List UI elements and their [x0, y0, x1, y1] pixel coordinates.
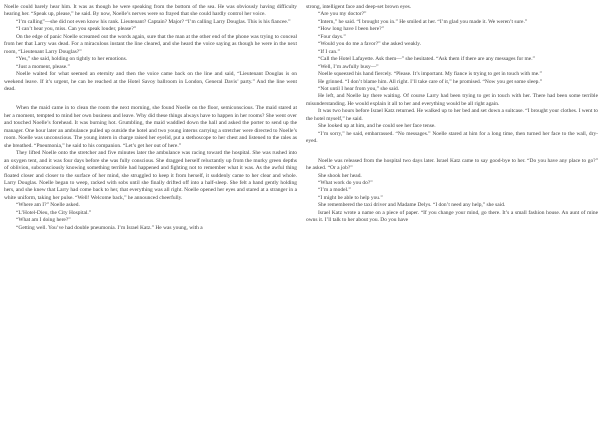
paragraph: It was two hours before Israel Katz returned. He walked up to her bed and set down a suitcase. “I brought your clothes. I went to the hotel myself,” he said. — [306, 108, 598, 122]
paragraph: “Yes,” she said, holding on tightly to her emotions. — [16, 56, 128, 63]
paragraph: They lifted Noelle onto the stretcher and five minutes later the ambulance was racing toward the hospital. She was rushed into an oxygen tent, and it was four days before she was fully conscious. She dragged herself reluctantly up from the murky green depths of oblivion, subconsciously knowing something terrible had happened and fighting not to remember what it was. As the awful thing floated closer and closer to the surface of her mind, she struggled to keep it from herself, it suddenly came to her clear and whole. Larry Douglas. Noelle began to weep, racked with sobs until she finally drifted off into a half-sleep. She felt a hand gently holding hers, and she knew that Larry had come back to her, that everything was all right. Noelle opened her eyes and stared at a stranger in a white uniform, taking her pulse. “Well! Welcome back,” he announced cheerfully. — [4, 150, 297, 201]
paragraph: “Getting well. You’ve had double pneumonia. I’m Israel Katz.” He was young, with a — [16, 224, 203, 231]
paragraph: When the maid came in to clean the room the next morning, she found Noelle on the floor, semiconscious. The maid stared at her a moment, tempted to mind her own business and leave. Why did these things always have to happen in her rooms? She went over and touched Noelle’s forehead. It was burning hot. Grumbling, the maid waddled down the hall and asked the porter to send up the manager. One hour later an ambulance pulled up outside the hotel and two young interns carrying a stretcher were directed to Noelle’s room. Noelle was unconscious. The young intern in charge raised her eyelid, put a stethoscope to her chest and listened to the rales as she breathed. “Pneumonia,” he said to his companion. “Let’s get her out of here.” — [4, 105, 297, 149]
paragraph: “I’m calling”—she did not even know his rank. Lieutenant? Captain? Major? “I’m calling Larry Douglas. This is his fiancee.” — [16, 18, 291, 25]
paragraph: “I’m a model.” — [318, 187, 351, 194]
paragraph: She shook her head. — [318, 172, 362, 179]
paragraph: “Not until I hear from you,” she said. — [318, 85, 400, 92]
paragraph: He grinned. “I don’t blame him. All right. I’ll take care of it,” he promised. “Now you get some sleep.” — [318, 78, 543, 85]
paragraph: Noelle squeezed his hand fiercely. “Please. It’s important. My fiance is trying to get in touch with me.” — [318, 71, 542, 78]
paragraph: On the edge of panic Noelle screamed out the words again, sure that the man at the other end of the phone was trying to conceal from her that Larry was dead. For a miraculous instant the line cleared, and she heard the voice saying as though he were in the next room, “Lieutenant Larry Douglas?” — [4, 33, 297, 55]
paragraph: “How long have I been here?” — [318, 26, 384, 33]
paragraph: He left, and Noelle lay there waiting. Of course Larry had been trying to get in touch with her. There had been some terrible misunderstanding. He would explain it all to her and everything would be all right again. — [306, 93, 598, 107]
paragraph: “Call the Hotel Lafayette. Ask them—” she hesitated. “Ask them if there are any messages for me.” — [318, 56, 535, 63]
paragraph: “What am I doing here?” — [16, 217, 71, 224]
paragraph: “Intern,” he said. “I brought you in.” He smiled at her. “I’m glad you made it. We weren’t sure.” — [318, 18, 528, 25]
paragraph: “L’Hotel-Dieu, the City Hospital.” — [16, 209, 92, 216]
paragraph: “Are you my doctor?” — [318, 11, 367, 18]
paragraph: Noelle waited for what seemed an eternity and then the voice came back on the line and said, “Lieutenant Douglas is on weekend leave. If it’s urgent, he can be reached at the Hotel Savoy ballroom in London, General Davis’ party.” And the line went dead. — [4, 71, 297, 92]
paragraph: She remembered the taxi driver and Madame Delys. “I don’t need any help,” she said. — [318, 202, 506, 209]
paragraph: strong, intelligent face and deep-set brown eyes. — [306, 4, 412, 10]
paragraph: Noelle could barely hear him. It was as though he were speaking from the bottom of the sea. He was obviously having difficulty hearing her. “Speak up, please,” he said. By now, Noelle’s nerves were so frayed that she could hardly control her voice. — [4, 4, 297, 18]
paragraph: Israel Katz wrote a name on a piece of paper. “If you change your mind, go there. It’s a small fashion house. An aunt of mine owns it. I’ll talk to her about you. Do you have — [306, 209, 598, 224]
paragraph: “Just a moment, please.” — [16, 63, 70, 70]
paragraph: “What work do you do?” — [318, 179, 373, 186]
paragraph: “I can’t hear you, miss. Can you speak louder, please?” — [16, 26, 137, 33]
paragraph: “Where am I?” Noelle asked. — [16, 202, 80, 209]
right-column — [306, 4, 598, 225]
paragraph: Noelle was released from the hospital two days later. Israel Katz came to say good-bye to her. “Do you have any place to go?” he asked. “Or a job?” — [306, 157, 598, 172]
paragraph: “I might be able to help you.” — [318, 194, 383, 201]
paragraph: “Would you do me a favor?” she asked weakly. — [318, 41, 421, 48]
paragraph: “If I can.” — [318, 48, 340, 55]
paragraph: She looked up at him, and he could see her face tense. — [318, 123, 436, 130]
left-column — [4, 4, 297, 232]
paragraph: “I’m sorry,” he said, embarrassed. “No messages.” Noelle stared at him for a long time, then turned her face to the wall, dry-eyed. — [306, 130, 598, 145]
paragraph: “Four days.” — [318, 33, 346, 40]
paragraph: “Well, I’m awfully busy—” — [318, 63, 379, 70]
